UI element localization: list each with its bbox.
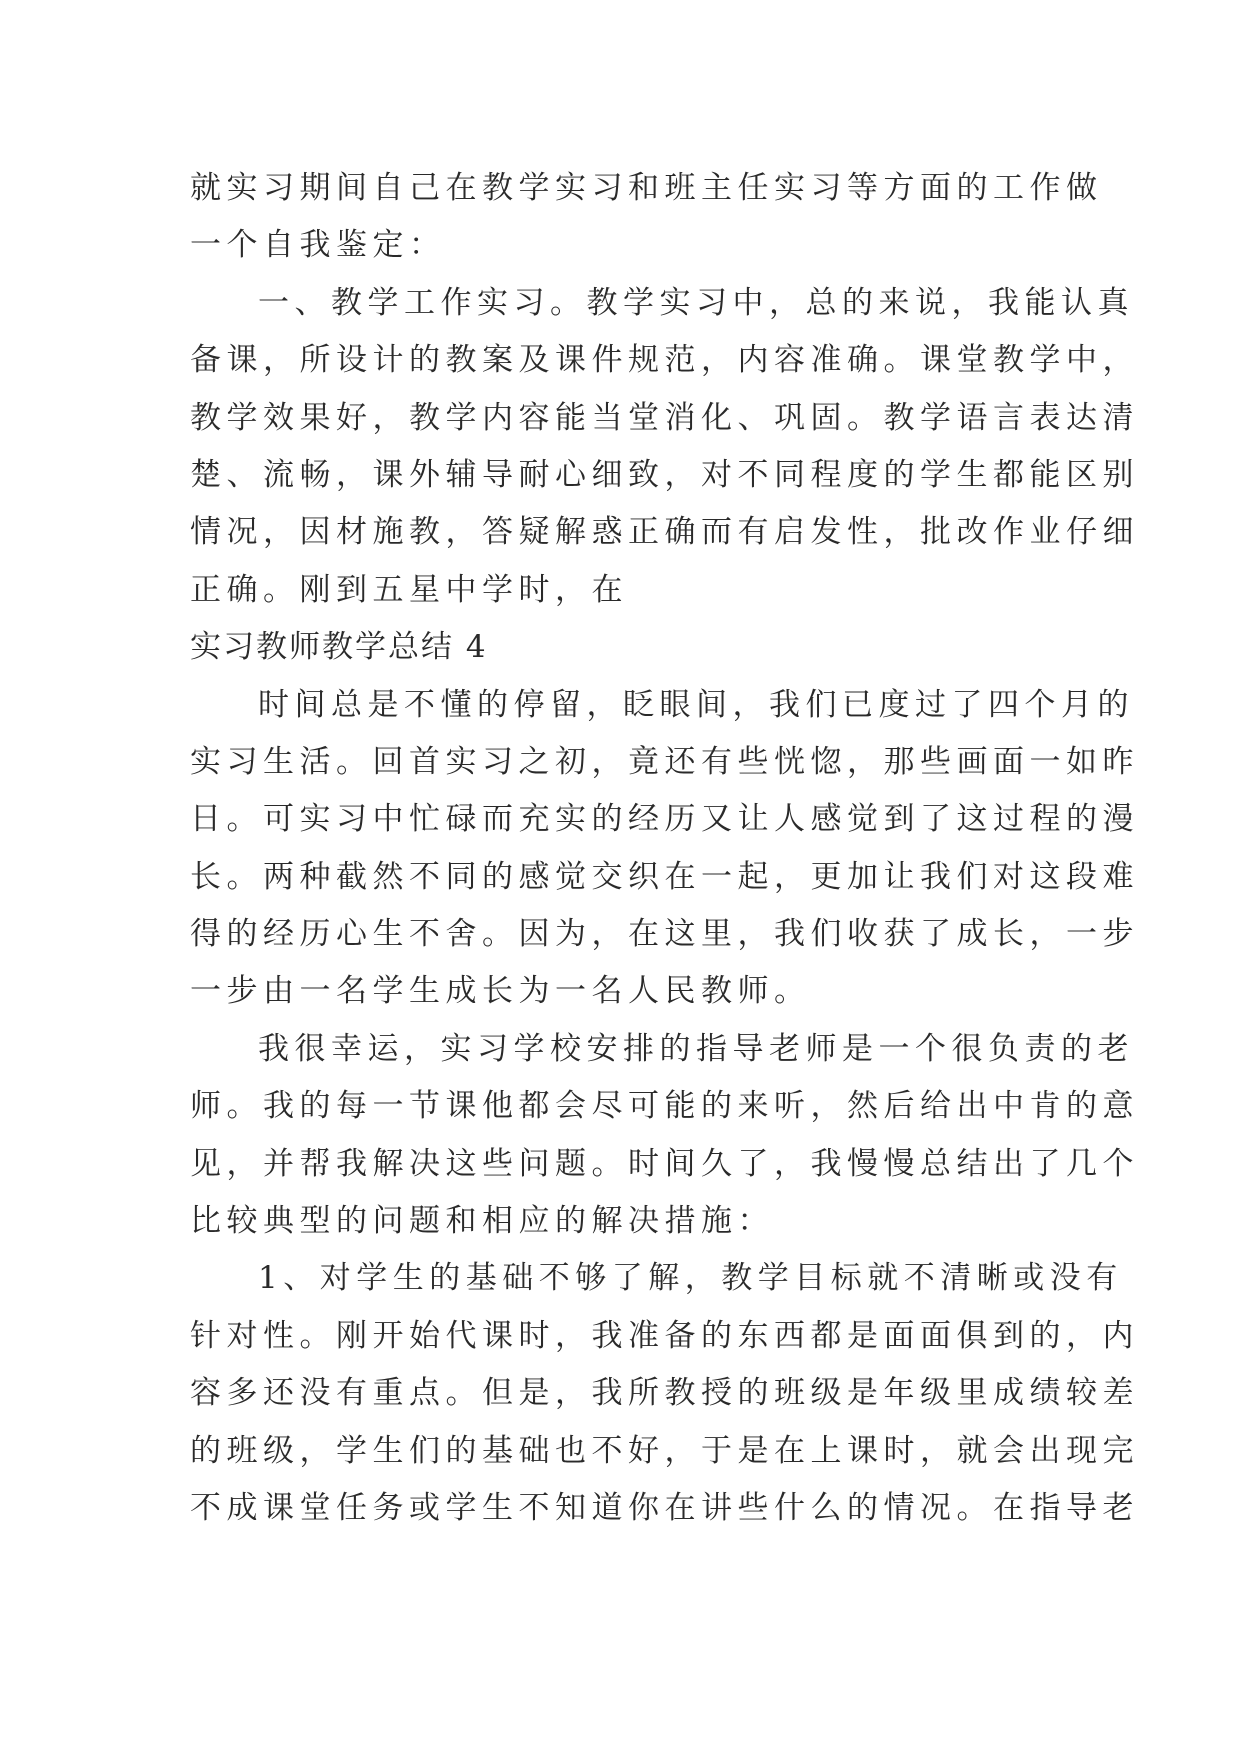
text-line: 楚、流畅，课外辅导耐心细致，对不同程度的学生都能区别 (190, 456, 1139, 493)
section-heading: 实习教师教学总结 4 (190, 629, 488, 666)
text-line: 得的经历心生不舍。因为，在这里，我们收获了成长，一步 (190, 916, 1139, 953)
document-body (190, 160, 1139, 1537)
text-line: 的班级，学生们的基础也不好，于是在上课时，就会出现完 (190, 1432, 1139, 1469)
paragraph-start-line: 我很幸运，实习学校安排的指导老师是一个很负责的老 (258, 1030, 1134, 1067)
text-line: 长。两种截然不同的感觉交织在一起，更加让我们对这段难 (190, 858, 1139, 895)
text-line: 情况，因材施教，答疑解惑正确而有启发性，批改作业仔细 (190, 514, 1139, 551)
text-line: 就实习期间自己在教学实习和班主任实习等方面的工作做 (190, 170, 1103, 206)
text-line: 实习生活。回首实习之初，竟还有些恍惚，那些画面一如昨 (190, 743, 1139, 780)
text-line: 备课，所设计的教案及课件规范，内容准确。课堂教学中， (190, 342, 1139, 379)
text-line: 不成课堂任务或学生不知道你在讲些什么的情况。在指导老 (190, 1489, 1139, 1526)
text-line: 教学效果好，教学内容能当堂消化、巩固。教学语言表达清 (190, 399, 1139, 436)
paragraph-start-line: 一、教学工作实习。教学实习中，总的来说，我能认真 (258, 284, 1134, 321)
text-line: 针对性。刚开始代课时，我准备的东西都是面面俱到的，内 (190, 1317, 1139, 1354)
text-line: 日。可实习中忙碌而充实的经历又让人感觉到了这过程的漫 (190, 801, 1139, 838)
text-line: 见，并帮我解决这些问题。时间久了，我慢慢总结出了几个 (190, 1145, 1139, 1182)
text-line: 一步由一名学生成长为一名人民教师。 (190, 973, 811, 1010)
text-line: 一个自我鉴定： (190, 227, 446, 264)
text-line: 师。我的每一节课他都会尽可能的来听，然后给出中肯的意 (190, 1088, 1139, 1125)
paragraph-start-line: 1、对学生的基础不够了解，教学目标就不清晰或没有 (258, 1260, 1123, 1297)
text-line: 比较典型的问题和相应的解决措施： (190, 1203, 774, 1240)
paragraph-start-line: 时间总是不懂的停留，眨眼间，我们已度过了四个月的 (258, 686, 1134, 723)
text-line: 正确。刚到五星中学时，在 (190, 571, 628, 608)
text-line: 容多还没有重点。但是，我所教授的班级是年级里成绩较差 (190, 1375, 1139, 1412)
